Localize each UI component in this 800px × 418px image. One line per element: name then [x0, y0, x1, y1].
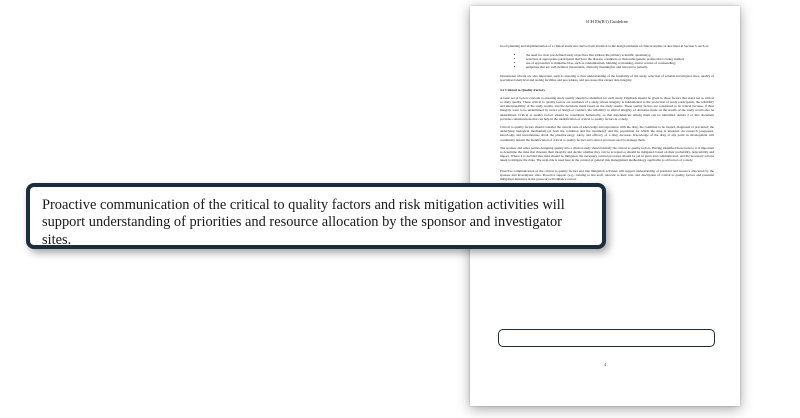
- list-item: • selection of appropriate participants that have the disease, condition, or molecular/genetic profile that is being studied;: [514, 56, 685, 61]
- bullet-icon: •: [514, 60, 516, 65]
- ctq-paragraph-1: A basic set of factors relevant to ensuring study quality should be identified for each study. Emphasis should be given to those factors that stand out as critical to study quality. These critical to quality factors are attributes of a study whose integrity is fundamental to the protection of study participants, the reliability and interpretability of the study results, and the decisions made based on the study results. These quality factors are considered to be critical because, if their integrity were to be undermined by errors of design or conduct, the reliability or ethical integrity of decisions made on the results of the study would also be undermined. Critical to quality factors should be considered holistically, so that dependencies among them can be identified. Annex 2 of this document provides considerations that can help in the identification of critical to quality factors in a study.: [500, 96, 714, 121]
- page-number: 4: [604, 362, 606, 367]
- design-elements-list: [500, 53, 714, 69]
- list-item: • the need for clear pre-defined study objectives that address the primary scientific question(s);: [514, 52, 651, 57]
- running-header: ICH E6(R1) Guideline: [586, 19, 628, 24]
- bullet-icon: •: [514, 64, 516, 69]
- bullet-icon: •: [514, 56, 516, 61]
- operational-paragraph: Operational criteria are also important, such as ensuring a clear understanding of the feasibility of the study, selection of suitable investigator sites, quality of specialised analytical and testing facilities and procedures, and processes that ensure data integrity.: [500, 73, 714, 83]
- section-heading: 3.2 Critical to Quality Factors: [500, 88, 545, 93]
- page-content: [500, 16, 714, 186]
- ctq-paragraph-4: Proactive communication of the critical to quality factors and risk mitigation activities will support understanding of priorities and resource allocation by the sponsor and investigator sites. Proactive support (e.g., training to site staff, relevant to their role, and description of critical to quality factors and potential mitigation measures in the protocol) will enhance correct: [500, 168, 714, 182]
- ctq-paragraph-3: The sponsor and other parties designing quality into a clinical study should identify the critical to quality factors. Having identified those factors, it is important to determine the risks that threaten their integrity and decide whether they can be accepted or should be mitigated, based on their probability, detectability and impact. Where it is decided that risks should be mitigated, the necessary control processes should be put in place and communicated, and the necessary actions taken to mitigate the risks. The term risk is used here in the context of general risk management methodology applicable to all factors of a study.: [500, 146, 714, 163]
- intro-paragraph: Good planning and implementation of a clinical study also derive from attention to the design elements of clinical studies as described in Section 5, such as:: [500, 44, 709, 48]
- list-item: • endpoints that are well-defined, measurable, clinically meaningful, and relevant to patients.: [514, 64, 649, 69]
- bullet-icon: •: [514, 52, 516, 57]
- highlight-box: [498, 329, 715, 347]
- list-item: • use of approaches to minimise bias, such as randomisation, blinding or masking, and/or control of confounding;: [514, 60, 676, 65]
- zoom-callout: Proactive communication of the critical to quality factors and risk mitigation activities will support understanding of priorities and resource allocation by the sponsor and investigator sites.: [26, 183, 606, 249]
- ctq-paragraph-2: Critical to quality factors should consider the current state of knowledge and experience with the drug, the condition to be treated, diagnosed or prevented; the underlying biological mechanism (of both the condition and the treatment); and the population for which the drug is intended. As research progresses, knowledge and uncertainties about the pharmacology, safety and efficacy of a drug decrease. Knowledge of the drug at any point in development will continually inform the identification of critical to quality factors and control processes used to manage them.: [500, 125, 714, 142]
